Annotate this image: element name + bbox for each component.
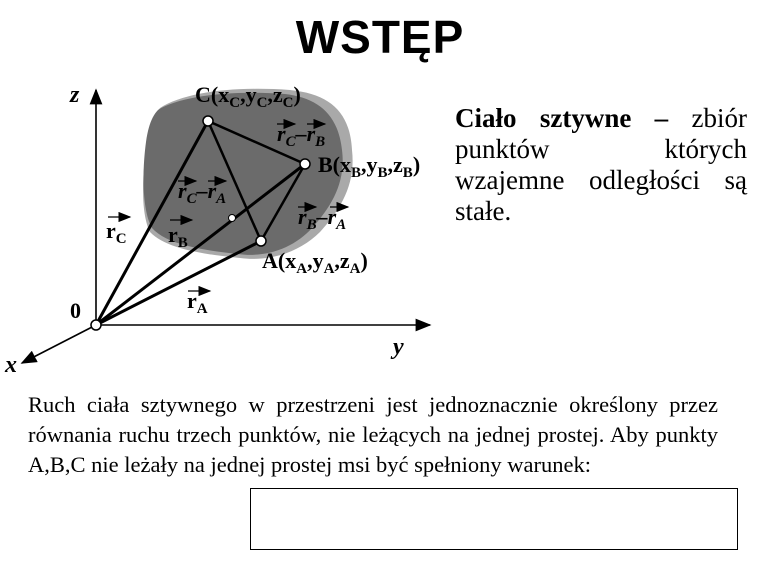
x-axis	[22, 325, 96, 363]
rigid-body-definition	[455, 103, 747, 227]
point-B	[300, 159, 310, 169]
vector-rC-label	[106, 217, 130, 247]
page-title: WSTĘP	[295, 11, 465, 63]
svg-text:rC–rA: $r_C-r_A$	[178, 178, 227, 207]
x-axis-label: x	[5, 352, 17, 378]
z-axis-label: z	[70, 82, 80, 108]
definition-term: Ciało sztywne –	[455, 103, 669, 133]
vector-rA-label	[187, 288, 210, 317]
point-origin	[91, 320, 101, 330]
motion-paragraph: Ruch ciała sztywnego w przestrzeni jest jednoznacznie określony przez równania ruchu trzech punktów, nie leżących na jednej prostej. Aby punkty A,B,C nie leżały na jednej prostej msi być spełniony warunek:	[28, 392, 718, 477]
point-A	[256, 236, 266, 246]
point-mid	[229, 215, 236, 222]
condition-answer-box[interactable]	[250, 488, 738, 550]
vector-rB-minus-rA-label	[298, 204, 348, 233]
point-C	[203, 116, 213, 126]
svg-text:rB–rA: $r_B-r_A$	[298, 204, 347, 233]
origin-label: 0	[70, 298, 81, 323]
point-B-label: $B(x_B,y_B,z_B)$	[318, 152, 421, 181]
definition-text: zbiór punktów których wzajemne odległości są stałe.	[455, 103, 747, 226]
svg-text:rB: $r_B$	[168, 222, 188, 251]
point-C-label: $C(x_C,y_C,z_C)$	[195, 82, 301, 111]
y-axis-label: y	[393, 334, 404, 360]
svg-text:rC–rB: $r_C-r_B$	[277, 121, 326, 150]
svg-text:rA: $r_A$	[187, 288, 208, 317]
point-A-label: $A(x_A,y_A,z_A)$	[262, 248, 368, 277]
svg-text:rC: $r_C$	[106, 218, 127, 247]
